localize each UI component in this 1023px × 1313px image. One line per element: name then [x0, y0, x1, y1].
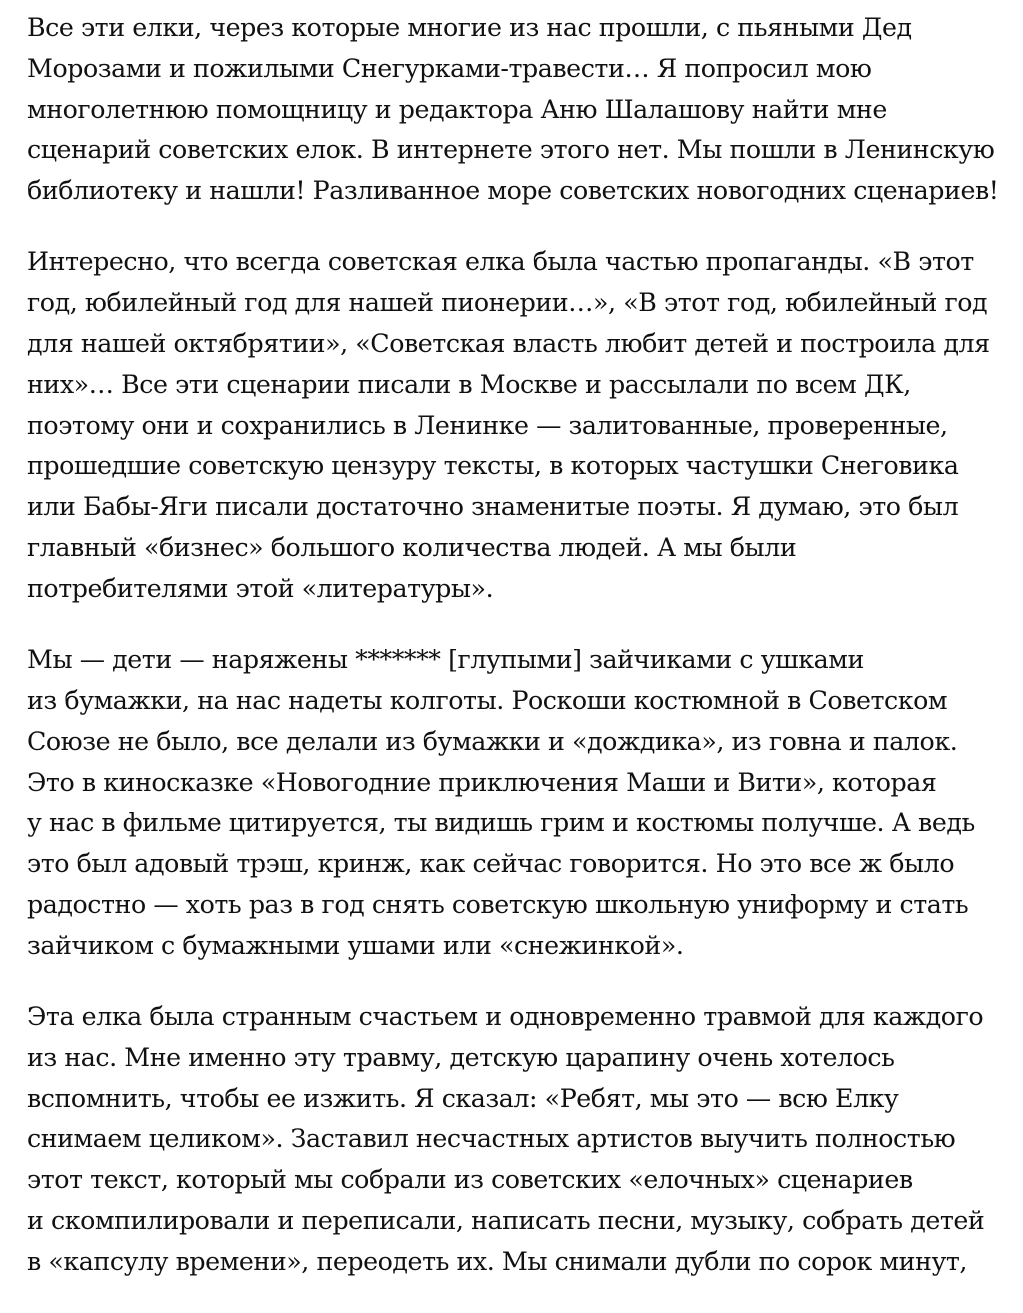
text-line: них»… Все эти сценарии писали в Москве и рассылали по всем ДК, [27, 369, 911, 399]
text-line: радостно — хоть раз в год снять советскую школьную униформу и стать [27, 889, 969, 919]
text-line: для нашей октябрятии», «Советская власть любит детей и построила для [27, 329, 990, 359]
text-line: многолетнюю помощницу и редактора Аню Шалашову найти мне [27, 94, 887, 124]
text-line: это был адовый трэш, кринж, как сейчас говорится. Но это все ж было [27, 849, 955, 879]
text-line: в «капсулу времени», переодеть их. Мы снимали дубли по сорок минут, [27, 1246, 968, 1276]
text-line: потребителями этой «литературы». [27, 573, 494, 603]
text-line: этот текст, который мы собрали из советских «елочных» сценариев [27, 1165, 913, 1195]
paragraph-4 [27, 997, 1007, 1283]
text-line: сценарий советских елок. В интернете этого нет. Мы пошли в Ленинскую [27, 135, 995, 165]
paragraph-1 [27, 8, 1007, 212]
text-line: Интересно, что всегда советская елка была частью пропаганды. «В этот [27, 247, 974, 277]
text-line: снимаем целиком». Заставил несчастных артистов выучить полностью [27, 1124, 956, 1154]
text-line: и скомпилировали и переписали, написать песни, музыку, собрать детей [27, 1206, 985, 1236]
text-line: Это в киносказке «Новогодние приключения Маши и Вити», которая [27, 767, 937, 797]
text-line: вспомнить, чтобы ее изжить. Я сказал: «Ребят, мы это — всю Елку [27, 1083, 899, 1113]
text-line: зайчиком с бумажными ушами или «снежинкой». [27, 930, 684, 960]
text-line: Мы — дети — наряжены ******* [глупыми] зайчиками с ушками [27, 645, 864, 675]
text-line: Морозами и пожилыми Снегурками-травести… Я попросил мою [27, 53, 872, 83]
text-line: библиотеку и нашли! Разливанное море советских новогодних сценариев! [27, 176, 999, 206]
text-line: из бумажки, на нас надеты колготы. Роскоши костюмной в Советском [27, 685, 948, 715]
text-line: у нас в фильме цитируется, ты видишь грим и костюмы получше. А ведь [27, 808, 975, 838]
paragraph-3 [27, 640, 1007, 966]
paragraph-2 [27, 242, 1007, 609]
text-line: прошедшие советскую цензуру тексты, в которых частушки Снеговика [27, 451, 959, 481]
text-line: поэтому они и сохранились в Ленинке — залитованные, проверенные, [27, 410, 948, 440]
text-line: Все эти елки, через которые многие из нас прошли, с пьяными Дед [27, 13, 912, 42]
text-line: главный «бизнес» большого количества людей. А мы были [27, 533, 797, 563]
text-line: год, юбилейный год для нашей пионерии…», «В этот год, юбилейный год [27, 288, 988, 318]
text-line: Эта елка была странным счастьем и одновременно травмой для каждого [27, 1002, 984, 1032]
text-line: из нас. Мне именно эту травму, детскую царапину очень хотелось [27, 1042, 895, 1072]
article-body [27, 8, 1007, 1313]
text-line: или Бабы-Яги писали достаточно знаменитые поэты. Я думаю, это был [27, 492, 959, 522]
text-line: Союзе не было, все делали из бумажки и «дождика», из говна и палок. [27, 726, 958, 756]
